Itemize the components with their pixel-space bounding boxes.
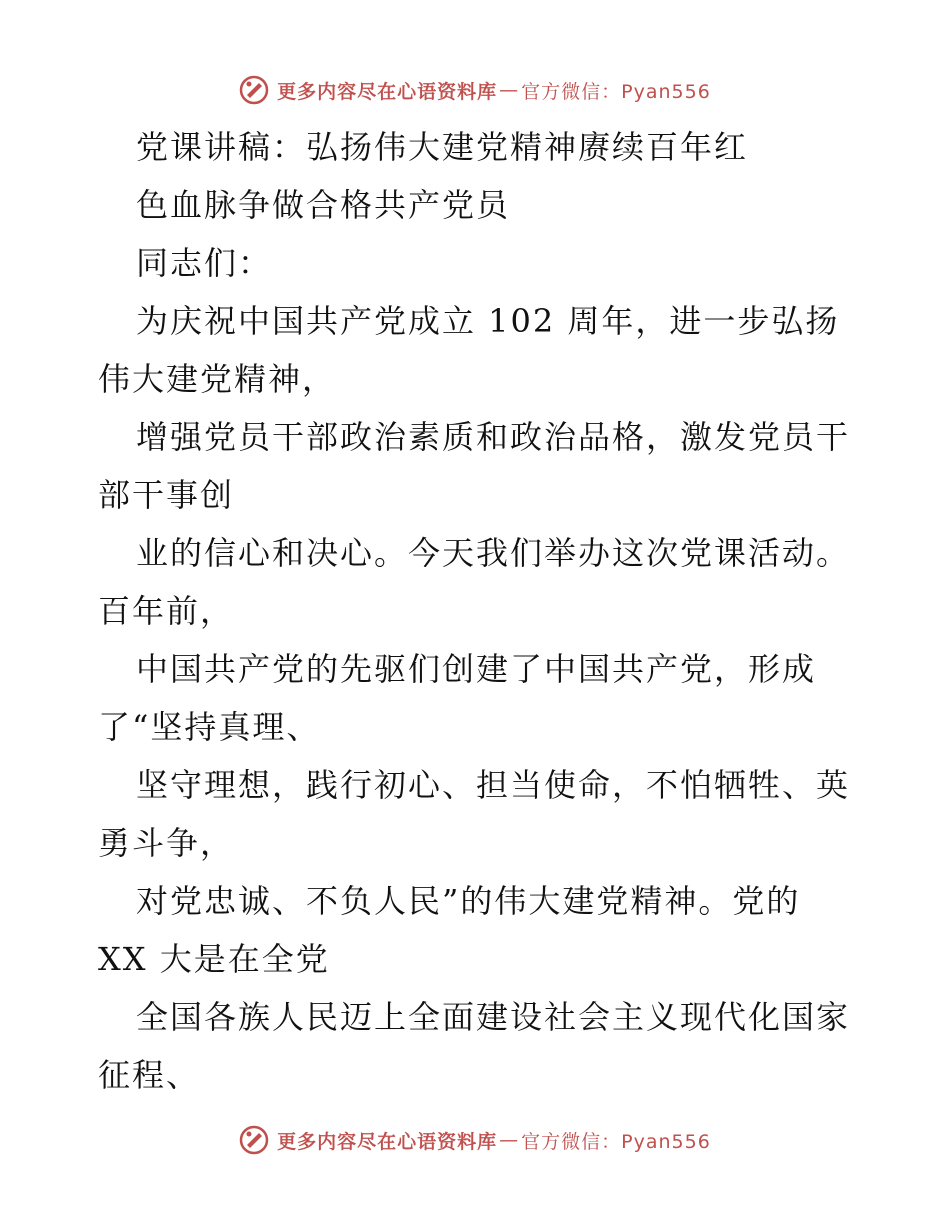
text-line: 勇斗争， <box>98 824 235 862</box>
text-line: 中国共产党的先驱们创建了中国共产党，形成 <box>136 650 817 688</box>
text-line: 色血脉争做合格共产党员 <box>136 186 511 224</box>
text-line: 部干事创 <box>98 476 235 514</box>
text-line: 征程、 <box>98 1056 201 1094</box>
text-line: 伟大建党精神， <box>98 360 337 398</box>
text-line: 全国各族人民迈上全面建设社会主义现代化国家 <box>136 998 851 1036</box>
header-banner <box>0 70 950 110</box>
logo-icon <box>239 1125 269 1155</box>
text-line: 业的信心和决心。今天我们举办这次党课活动。 <box>136 534 851 572</box>
document-body <box>98 118 868 1104</box>
text-line: 了“坚持真理、 <box>98 708 321 746</box>
text-line: 增强党员干部政治素质和政治品格，激发党员干 <box>136 418 851 456</box>
header-wechat-text: 官方微信：Pyan556 <box>521 80 711 103</box>
logo-icon <box>239 75 269 105</box>
text-line: 为庆祝中国共产党成立 102 周年，进一步弘扬 <box>136 302 840 340</box>
text-line: 党课讲稿：弘扬伟大建党精神赓续百年红 <box>136 128 749 166</box>
text-line: 对党忠诚、不负人民”的伟大建党精神。党的 <box>136 882 801 920</box>
footer-wechat-text: 官方微信：Pyan556 <box>521 1130 711 1153</box>
text-line: 同志们： <box>136 244 273 282</box>
text-line: 坚守理想，践行初心、担当使命，不怕牺牲、英 <box>136 766 851 804</box>
header-separator: — <box>499 79 520 101</box>
footer-separator: — <box>499 1129 520 1151</box>
text-line: 百年前， <box>98 592 235 630</box>
footer-banner <box>0 1120 950 1160</box>
footer-site-text: 更多内容尽在心语资料库 <box>277 1130 498 1153</box>
header-site-text: 更多内容尽在心语资料库 <box>277 80 498 103</box>
text-line: XX 大是在全党 <box>98 940 330 978</box>
